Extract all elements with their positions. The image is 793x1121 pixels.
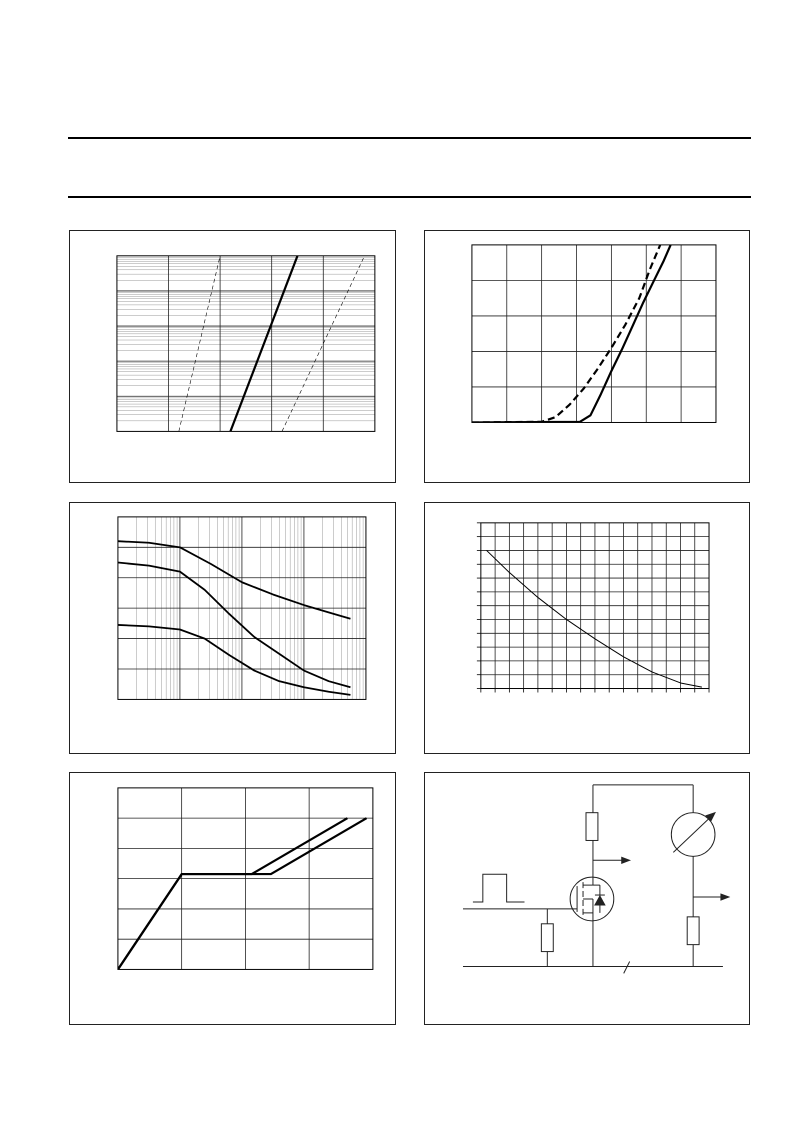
fig5-series [118, 818, 367, 969]
fig1-chart [70, 231, 395, 482]
fig1-plot-frame [117, 256, 375, 432]
figure-panel-4 [424, 502, 750, 754]
fig2-plot-frame [472, 245, 716, 423]
fig1-grid [117, 256, 375, 432]
fig5-grid [118, 788, 373, 970]
figure-panel-5 [69, 772, 396, 1025]
fig4-grid [477, 523, 709, 693]
fig2-grid [472, 245, 716, 423]
fig2-chart [425, 231, 749, 482]
pulse-source [473, 874, 525, 902]
gate-resistor [541, 924, 553, 952]
fig2-series-line-2 [472, 245, 671, 423]
fig3-series-line-3 [118, 625, 351, 695]
fig4-series [487, 550, 702, 687]
fig1-series-line-1 [179, 256, 220, 432]
header-rule [68, 196, 751, 198]
meter-needle [673, 817, 711, 853]
fig5-series-line-1 [118, 818, 347, 969]
figure-panel-3 [69, 502, 396, 754]
fig1-series-line-2 [230, 256, 297, 432]
figure-panel-1 [69, 230, 396, 483]
fig3-series [118, 541, 351, 695]
fig5-chart [70, 773, 395, 1024]
fig5-series-line-2 [118, 818, 367, 969]
body-diode [595, 896, 605, 905]
fig2-series-line-1 [472, 245, 660, 423]
fig3-series-line-1 [118, 541, 351, 619]
figure-panel-6 [424, 772, 750, 1025]
top-rule [68, 137, 751, 139]
figure-panel-2 [424, 230, 750, 483]
drain-arrow-head [622, 857, 630, 863]
fig3-series-line-2 [118, 563, 351, 688]
fig4-chart [425, 503, 749, 753]
output-arrow-head [721, 894, 729, 900]
ground-tick [624, 961, 630, 973]
load-resistor [687, 917, 699, 945]
fig3-chart [70, 503, 395, 753]
fig2-series [472, 245, 671, 423]
circuit-diagram [425, 773, 749, 1024]
drain-resistor [586, 813, 598, 841]
fig4-series-line-1 [487, 550, 702, 687]
